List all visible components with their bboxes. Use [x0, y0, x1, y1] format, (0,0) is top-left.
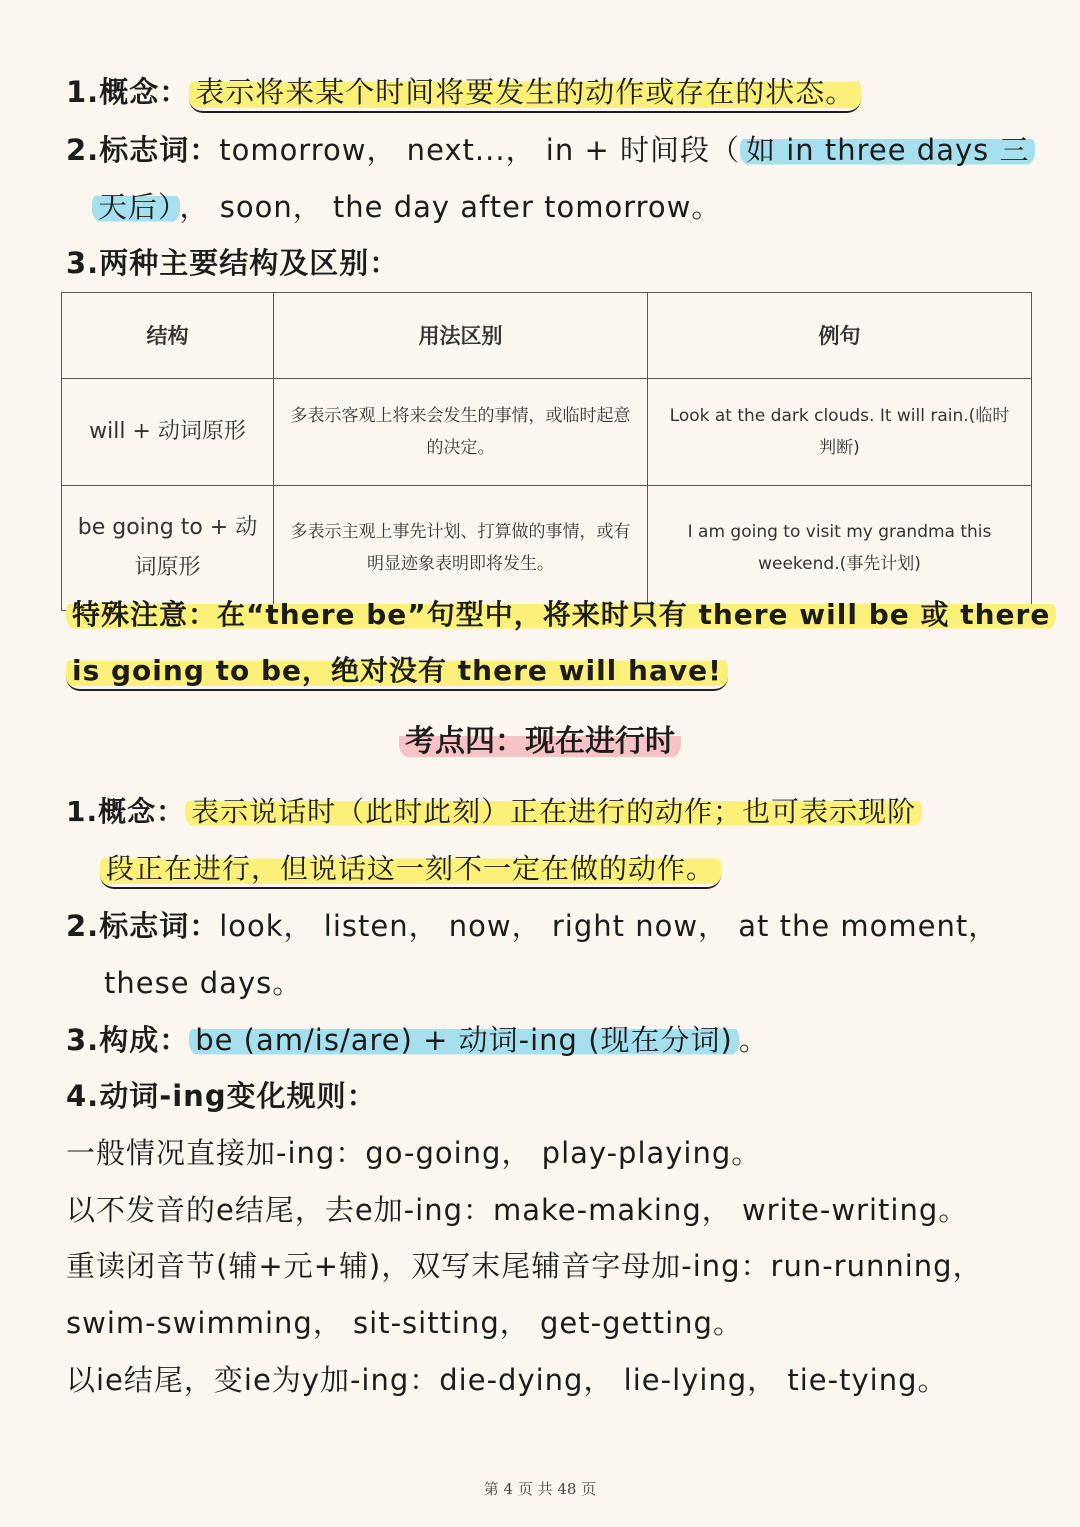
special-note-line-2 [66, 651, 728, 691]
present-signal-text-1: look， listen， now， right now， at the moment， [219, 909, 999, 943]
signal-words-line-2 [92, 187, 721, 227]
signal-text-a: tomorrow， next...， in + 时间段（ [219, 133, 740, 167]
table-row [62, 486, 1032, 611]
ing-rules-label: 4.动词-ing变化规则： [66, 1079, 377, 1113]
present-signal-text-2: these days。 [104, 966, 303, 1000]
present-form-label: 3.构成： [66, 1023, 190, 1057]
present-signal-label: 2.标志词： [66, 909, 220, 943]
structure-label: 3.两种主要结构及区别： [66, 246, 400, 280]
special-note-text-2: is going to be，绝对没有 there will have! [66, 654, 728, 691]
header-structure: 结构 [62, 293, 274, 379]
page-number: 第 4 页 共 48 页 [483, 1480, 597, 1498]
present-concept-text-2: 段正在进行，但说话这一刻不一定在做的动作。 [100, 852, 721, 889]
header-example: 例句 [648, 293, 1032, 379]
special-note-text-1: 特殊注意：在“there be”句型中，将来时只有 there will be 或 there [66, 598, 1056, 631]
table-row [62, 379, 1032, 486]
signal-text-b: ， soon， the day after tomorrow。 [179, 190, 722, 224]
comparison-table [61, 292, 1032, 611]
ing-rule-3b: swim-swimming， sit-sitting， get-getting。 [66, 1306, 743, 1340]
present-concept-text-1: 表示说话时（此时此刻）正在进行的动作；也可表示现阶 [185, 795, 922, 828]
present-form-end: 。 [738, 1023, 769, 1057]
present-form-line [66, 1020, 769, 1060]
present-form-text: be (am/is/are) + 动词-ing (现在分词) [189, 1023, 739, 1057]
ing-rule-4: 以ie结尾，变ie为y加-ing：die-dying， lie-lying， tie-tying。 [66, 1363, 948, 1397]
signal-highlight-b: 天后） [92, 190, 180, 224]
concept-label: 1.概念： [66, 75, 190, 109]
section-title-text: 考点四：现在进行时 [399, 724, 681, 759]
present-concept-line-1 [66, 792, 922, 832]
usage-cell: 多表示主观上事先计划、打算做的事情，或有明显迹象表明即将发生。 [274, 486, 648, 611]
present-concept-line-2 [100, 849, 721, 889]
section-title [0, 720, 1080, 764]
structure-cell: be going to + 动词原形 [62, 486, 274, 611]
special-note-line-1 [66, 595, 1056, 635]
concept-line [66, 72, 861, 112]
table-header-row [62, 293, 1032, 379]
ing-rule-1: 一般情况直接加-ing：go-going， play-playing。 [66, 1136, 762, 1170]
usage-cell: 多表示客观上将来会发生的事情，或临时起意的决定。 [274, 379, 648, 486]
example-cell: I am going to visit my grandma this weekend.(事先计划) [648, 486, 1032, 611]
signal-words-line [66, 130, 1035, 170]
signal-label: 2.标志词： [66, 133, 220, 167]
present-concept-label: 1.概念： [66, 795, 186, 828]
structure-cell: will + 动词原形 [62, 379, 274, 486]
ing-rule-3a: 重读闭音节(辅+元+辅)，双写末尾辅音字母加-ing：run-running， [66, 1249, 983, 1283]
concept-text: 表示将来某个时间将要发生的动作或存在的状态。 [189, 75, 861, 113]
header-usage: 用法区别 [274, 293, 648, 379]
signal-highlight-a: 如 in three days 三 [740, 133, 1035, 167]
present-signal-line-1 [66, 906, 998, 946]
example-cell: Look at the dark clouds. It will rain.(临时判断) [648, 379, 1032, 486]
ing-rule-2: 以不发音的e结尾，去e加-ing：make-making， write-writing。 [66, 1193, 969, 1227]
